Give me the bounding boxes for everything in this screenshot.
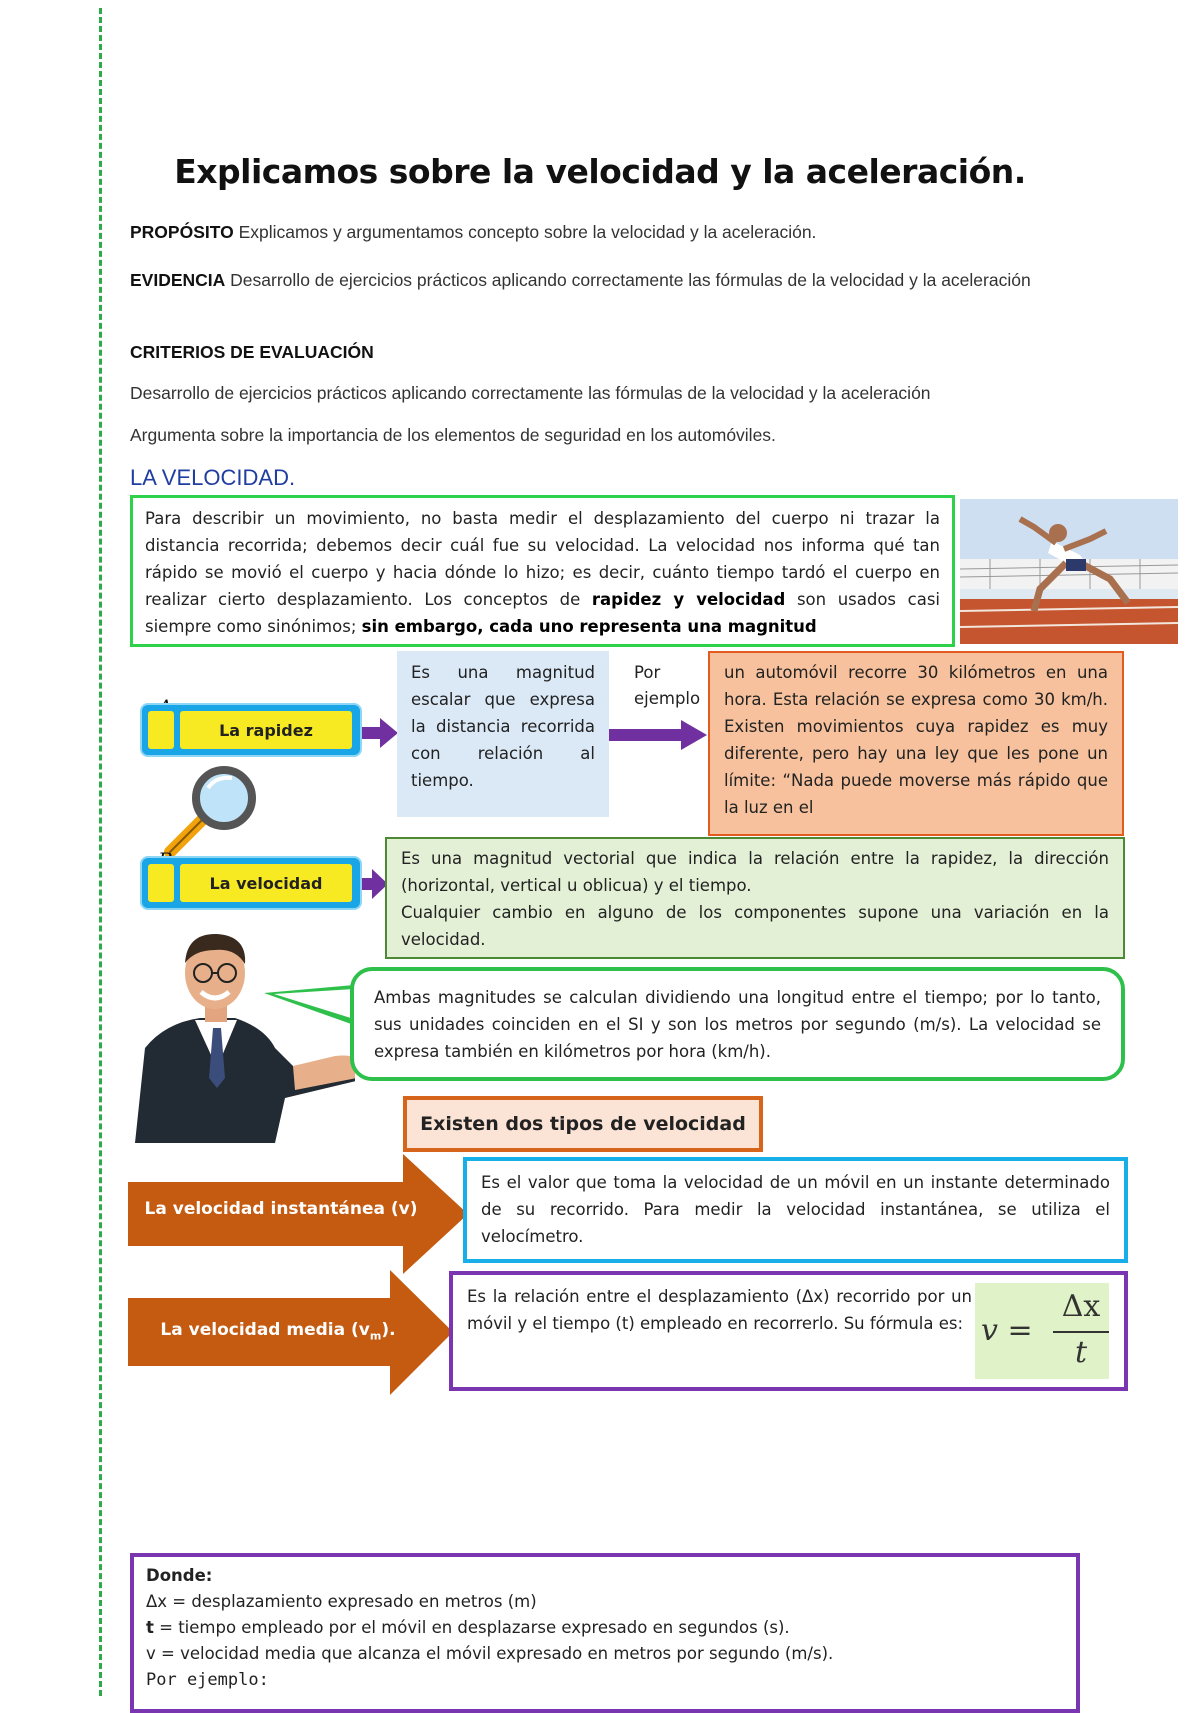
por-ejemplo-label: Por ejemplo — [634, 663, 701, 708]
formula-lhs: v = — [981, 1313, 1033, 1348]
donde-line-text: = tiempo empleado por el móvil en desplazarse expresado en segundos (s). — [153, 1618, 790, 1637]
evidencia-text: Desarrollo de ejercicios prácticos aplicando correctamente las fórmulas de la velocidad y la aceleración — [230, 270, 1031, 290]
media-label-main: La velocidad media (v — [160, 1320, 370, 1340]
pill-tab — [148, 864, 174, 902]
media-label — [128, 1320, 428, 1342]
magnifying-glass-icon — [160, 762, 260, 862]
presenter-photo — [125, 928, 355, 1143]
instantanea-label: La velocidad instantánea (v) — [144, 1199, 418, 1219]
purple-arrow — [609, 718, 707, 752]
donde-example-label: Por ejemplo: — [146, 1670, 269, 1690]
evidencia-line — [130, 268, 1090, 292]
donde-line-text: = desplazamiento expresado en metros (m) — [167, 1592, 537, 1611]
proposito-label: PROPÓSITO — [130, 222, 234, 242]
intro-text: Para describir un movimiento, no basta medir el desplazamiento del cuerpo ni trazar la distancia recorrida; debemos decir cuál fue su velocidad. La velocidad nos informa qué tan rápido se movió el cuerpo y hacia dónde lo hizo; es decir, cuánto tiempo tardó el cuerpo en realizar cierto desplazamiento. Los conceptos de — [145, 509, 940, 609]
formula-box — [975, 1283, 1109, 1379]
intro-text: son usados casi siempre como sinónimos; — [145, 590, 941, 636]
media-label-sub: m — [369, 1329, 382, 1343]
runner-illustration — [960, 499, 1178, 644]
donde-line — [146, 1615, 1064, 1641]
velocidad-definition: Es una magnitud vectorial que indica la relación entre la rapidez, la dirección (horizontal, vertical u oblicua) y el tiempo. — [401, 849, 1109, 895]
criterios-heading-text: CRITERIOS DE EVALUACIÓN — [130, 342, 374, 362]
criterios-heading — [130, 340, 1090, 364]
formula-denominator: t — [1074, 1335, 1088, 1370]
intro-box — [130, 495, 955, 647]
intro-bold: rapidez y velocidad — [591, 590, 786, 609]
symbol-t: t — [146, 1618, 154, 1637]
evidencia-label: EVIDENCIA — [130, 270, 226, 290]
velocidad-pill — [140, 856, 362, 910]
donde-heading: Donde: — [146, 1566, 213, 1585]
rapidez-definition: Es una magnitud escalar que expresa la distancia recorrida con relación al tiempo. — [411, 663, 595, 790]
formula-numerator: Δx — [1061, 1289, 1101, 1324]
donde-line — [146, 1589, 1064, 1615]
media-text: Es la relación entre el desplazamiento (Δx) recorrido por un móvil y el tiempo (t) empleado en recorrerlo. Su fórmula es: — [467, 1287, 972, 1333]
purple-arrow — [362, 716, 398, 750]
rapidez-definition-box — [397, 651, 609, 817]
velocidad-definition-box — [385, 837, 1125, 959]
tipos-heading: Existen dos tipos de velocidad — [403, 1096, 763, 1152]
pill-tab — [148, 711, 174, 749]
page-title: Explicamos sobre la velocidad y la aceleración. — [174, 152, 1026, 191]
ambas-magnitudes-box — [350, 967, 1125, 1081]
criterio-item: Desarrollo de ejercicios prácticos aplicando correctamente las fórmulas de la velocidad y la aceleración — [130, 383, 931, 403]
ambas-text: Ambas magnitudes se calculan dividiendo una longitud entre el tiempo; por lo tanto, sus unidades coinciden en el SI y son los metros por segundo (m/s). La velocidad se expresa también en kilómetros por hora (km/h). — [374, 988, 1101, 1061]
symbol-delta-x: Δx — [146, 1592, 168, 1611]
proposito-text: Explicamos y argumentamos concepto sobre la velocidad y la aceleración. — [238, 222, 817, 242]
rapidez-pill — [140, 703, 362, 757]
donde-line-text: = velocidad media que alcanza el móvil expresado en metros por segundo (m/s). — [155, 1644, 834, 1663]
speech-pointer — [264, 985, 354, 1025]
donde-line — [146, 1641, 1064, 1667]
rapidez-example: un automóvil recorre 30 kilómetros en una hora. Esta relación se expresa como 30 km/h. Existen movimientos cuya rapidez es muy diferente, pero hay una ley que les pone un límite: “Nada puede moverse más rápido que la luz en el — [724, 663, 1108, 817]
instantanea-text: Es el valor que toma la velocidad de un móvil en un instante determinado de su recorrido. Para medir la velocidad instantánea, se utiliza el velocímetro. — [481, 1173, 1110, 1246]
media-label-end: ). — [381, 1320, 396, 1340]
rapidez-example-box — [708, 651, 1124, 836]
symbol-v: v — [146, 1644, 156, 1663]
donde-box — [130, 1553, 1080, 1713]
criterio-item: Argumenta sobre la importancia de los elementos de seguridad en los automóviles. — [130, 425, 776, 445]
velocidad-definition-2: Cualquier cambio en alguno de los componentes supone una variación en la velocidad. — [401, 903, 1109, 949]
velocidad-section-title: LA VELOCIDAD. — [130, 465, 296, 490]
instantanea-box — [463, 1157, 1128, 1263]
rapidez-label: La rapidez — [180, 711, 352, 749]
intro-bold: sin embargo, cada uno representa una magnitud — [361, 617, 817, 636]
runner-photo — [960, 499, 1178, 644]
velocidad-label: La velocidad — [180, 864, 352, 902]
fraction-bar — [1053, 1331, 1109, 1333]
margin-dashed-line — [99, 8, 102, 1696]
proposito-line — [130, 220, 1090, 244]
